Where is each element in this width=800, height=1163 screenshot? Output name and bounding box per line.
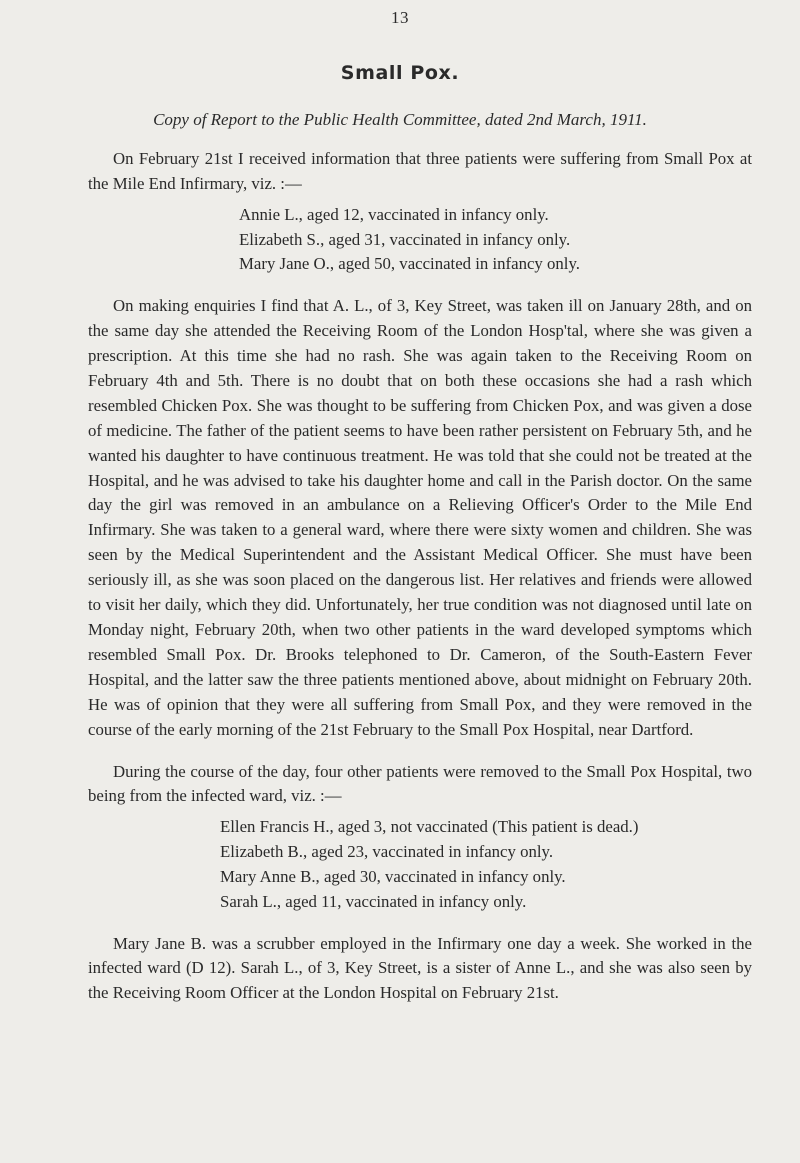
page-title: Small Pox. [340,62,460,84]
paragraph-removals: During the course of the day, four other patients were removed to the Small Pox Hospital, two being from the infected ward, viz. :— [88,761,752,806]
patient-entry: Elizabeth S., aged 31, vaccinated in infancy only. [239,229,571,249]
patient-entry: Ellen Francis H., aged 3, not vaccinated (This patient is dead.) [220,817,639,837]
patient-entry: Mary Anne B., aged 30, vaccinated in infancy only. [220,866,566,886]
page-number: 13 [391,8,409,27]
report-subtitle: Copy of Report to the Public Health Committee, dated 2nd March, 1911. [153,110,647,129]
report-body [88,147,752,1006]
paragraph-scrubber: Mary Jane B. was a scrubber employed in the Infirmary one day a week. She worked in the infected ward (D 12). Sarah L., of 3, Key Street, is a sister of Anne L., and she was also seen by the Receiving Room Officer at the London Hospital on February 21st. [88,933,752,1003]
patient-list-second [88,815,752,914]
paragraph-enquiries: On making enquiries I find that A. L., of 3, Key Street, was taken ill on January 28th, and on the same day she attended the Receiving Room of the London Hosp'tal, where she was given a prescription. At this time she had no rash. She was again taken to the Receiving Room on February 4th and 5th. There is no doubt that on both these occasions she had a rash which resembled Chicken Pox. She was thought to be suffering from Chicken Pox, and was given a dose of medicine. The father of the patient seems to have been rather persistent on February 5th, and he wanted his daughter to have continuous treatment. He was told that she could not be treated at the Hospital, and he was advised to take his daughter home and call in the Parish doctor. On the same day the girl was removed in an ambulance on a Relieving Officer's Order to the Mile End Infirmary. She was taken to a general ward, where there were sixty women and children. She was seen by the Medical Superintendent and the Assistant Medical Officer. She must have been seriously ill, as she was soon placed on the dangerous list. Her relatives and friends were allowed to visit her daily, which they did. Unfortunately, her true condition was not diagnosed until late on Monday night, February 20th, when two other patients in the ward developed symptoms which resembled Small Pox. Dr. Brooks telephoned to Dr. Cameron, of the South-Eastern Fever Hospital, and the latter saw the three patients mentioned above, about midnight on February 20th. He was of opinion that they were all suffering from Small Pox, and they were removed in the course of the early morning of the 21st February to the Small Pox Hospital, near Dartford. [88,296,752,739]
patient-entry: Elizabeth B., aged 23, vaccinated in infancy only. [220,842,554,862]
patient-entry: Annie L., aged 12, vaccinated in infancy only. [239,204,549,224]
patient-entry: Sarah L., aged 11, vaccinated in infancy only. [220,891,527,911]
patient-list-first [88,203,752,277]
patient-entry: Mary Jane O., aged 50, vaccinated in infancy only. [239,254,580,274]
paragraph-intro: On February 21st I received information that three patients were suffering from Small Pox at the Mile End Infirmary, viz. :— [88,149,752,193]
